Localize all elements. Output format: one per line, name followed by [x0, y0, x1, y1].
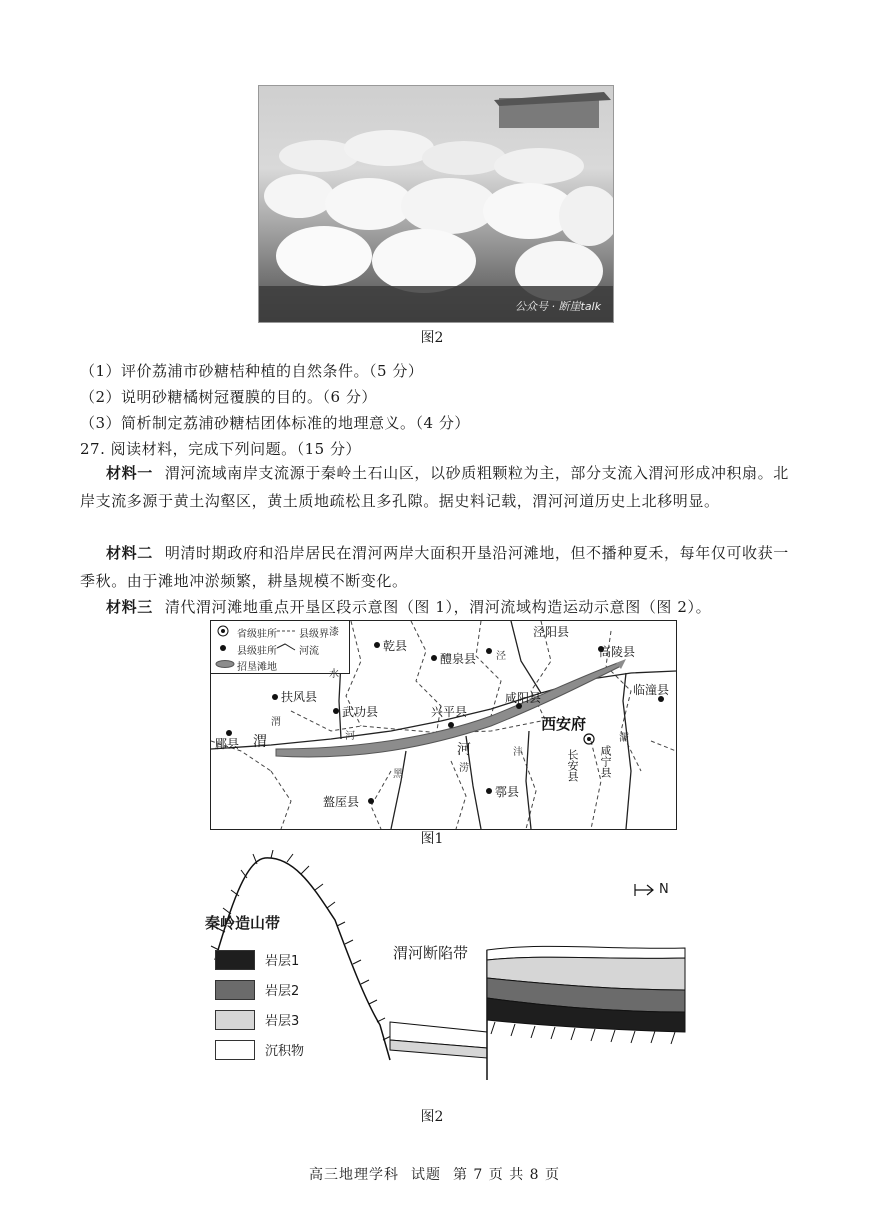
question-3: （3）简析制定荔浦砂糖桔团体标准的地理意义。（4 分） — [80, 414, 470, 432]
river-label-lao: 涝 — [459, 763, 469, 774]
wei-graben-label: 渭河断陷带 — [393, 944, 469, 962]
material-2 — [80, 539, 800, 595]
tectonic-section — [195, 850, 695, 1090]
covered-orchard-photo — [258, 85, 614, 323]
county-zhouzhi: 盩厔县 — [323, 795, 360, 809]
map-caption: 图1 — [420, 831, 444, 847]
county-qian: 乾县 — [383, 639, 408, 653]
county-fufeng: 扶风县 — [281, 690, 318, 704]
question-1: （1）评价荔浦市砂糖桔种植的自然条件。（5 分） — [80, 362, 424, 380]
material-2-text: 明清时期政府和沿岸居民在渭河两岸大面积开垦沿河滩地，但不播种夏禾，每年仅可收获一季秋。由于滩地冲淤频繁，耕垦规模不断变化。 — [80, 544, 789, 590]
legend-county-seat: 县级驻所 — [237, 646, 277, 657]
legend-sediment: 沉积物 — [265, 1044, 305, 1059]
page-footer — [0, 1164, 869, 1184]
material-1-title: 材料一 — [106, 464, 153, 482]
qinling-orogenic-belt-label: 秦岭造山带 — [205, 914, 281, 932]
wei-river-map — [210, 620, 677, 830]
legend-provincial-seat: 省级驻所 — [237, 629, 277, 640]
footer-type: 试题 — [410, 1167, 441, 1183]
county-liquan: 醴泉县 — [440, 652, 477, 666]
section-legend — [209, 942, 359, 1072]
swatch-layer-1 — [215, 950, 255, 970]
section-caption: 图2 — [420, 1109, 444, 1125]
river-label-he-1: 河 — [345, 731, 355, 742]
river-label-feng: 沣 — [513, 747, 523, 758]
swatch-layer-2 — [215, 980, 255, 1000]
county-xianyang: 咸阳县 — [505, 691, 542, 705]
river-label-wei-1: 渭 — [271, 717, 281, 728]
county-mei: 郿县 — [215, 737, 240, 751]
footer-page: 第 7 页 共 8 页 — [452, 1167, 561, 1183]
county-hu: 鄠县 — [495, 785, 520, 799]
river-label-jing: 泾 — [496, 651, 506, 662]
material-1-text: 渭河流域南岸支流源于秦岭土石山区，以砂质粗颗粒为主，部分支流入渭河形成冲积扇。北岸支流多源于黄土沟壑区，黄土质地疏松且多孔隙。据史料记载，渭河河道历史上北移明显。 — [80, 464, 789, 510]
swatch-sediment — [215, 1040, 255, 1060]
county-lintong: 临潼县 — [633, 683, 670, 697]
photo-shapes — [259, 86, 613, 322]
legend-layer-2: 岩层2 — [265, 984, 300, 999]
photo-watermark: 公众号 · 断崖talk — [515, 300, 601, 313]
material-3 — [80, 593, 800, 621]
legend-layer-3: 岩层3 — [265, 1014, 300, 1029]
legend-reclaimed-flat: 招垦滩地 — [237, 662, 277, 673]
county-gaoling: 高陵县 — [599, 645, 636, 659]
material-3-text: 清代渭河滩地重点开垦区段示意图（图 1），渭河流域构造运动示意图（图 2）。 — [164, 598, 712, 616]
river-label-ba: 灞 — [619, 733, 629, 744]
county-xianning: 咸宁县 — [599, 745, 612, 778]
county-xingping: 兴平县 — [431, 705, 468, 719]
material-3-title: 材料三 — [106, 598, 153, 616]
photo-caption: 图2 — [420, 330, 444, 346]
county-wugong: 武功县 — [342, 705, 379, 719]
river-label-shui: 水 — [329, 669, 339, 680]
legend-river: 河流 — [299, 646, 319, 657]
question-2: （2）说明砂糖橘树冠覆膜的目的。（6 分） — [80, 388, 377, 406]
material-1 — [80, 459, 800, 515]
capital-xian: 西安府 — [541, 715, 587, 733]
north-label: N — [659, 882, 669, 897]
county-jingyang: 泾阳县 — [533, 625, 570, 639]
river-label-he-main: 河 — [457, 742, 471, 758]
county-changan: 长安县 — [566, 749, 579, 782]
footer-subject: 高三地理学科 — [308, 1167, 399, 1183]
legend-county-boundary: 县级界 — [299, 629, 329, 640]
material-2-title: 材料二 — [106, 544, 153, 562]
river-label-wei-main: 渭 — [253, 734, 267, 750]
river-label-hei: 黑 — [393, 769, 403, 780]
legend-layer-1: 岩层1 — [265, 954, 300, 969]
swatch-layer-3 — [215, 1010, 255, 1030]
river-label-qi: 漆 — [329, 627, 339, 638]
question-27-heading: 27. 阅读材料，完成下列问题。（15 分） — [80, 440, 361, 458]
